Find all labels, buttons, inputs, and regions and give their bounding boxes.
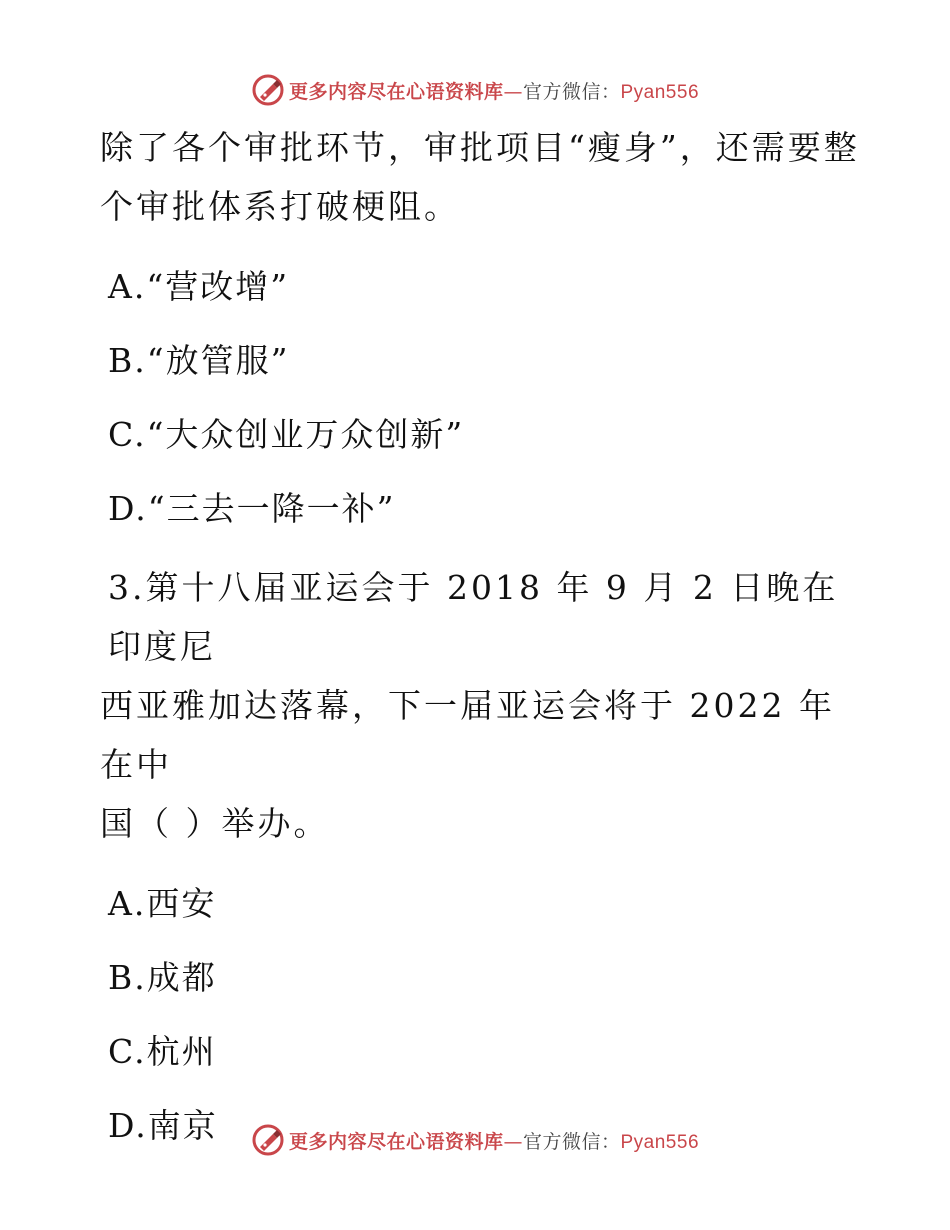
pen-logo-icon — [251, 73, 285, 107]
question3-option-b: B.成都 — [108, 958, 217, 997]
watermark-dash: — — [503, 80, 523, 103]
question2-option-b: B.“放管服” — [108, 341, 290, 380]
question3-text-line1: 3.第十八届亚运会于 2018 年 9 月 2 日晚在印度尼 — [108, 568, 839, 666]
watermark-official-label: 官方微信： — [522, 80, 621, 103]
question3-option-d: D.南京 — [108, 1106, 218, 1145]
pen-logo-icon — [251, 1123, 285, 1157]
spacer — [100, 546, 860, 558]
watermark-main-text: 更多内容尽在心语资料库 — [288, 80, 504, 103]
watermark-official-label: 官方微信： — [522, 1130, 621, 1153]
question2-option-a: A.“营改增” — [108, 267, 290, 306]
watermark-main-text: 更多内容尽在心语资料库 — [288, 1130, 504, 1153]
spacer — [100, 853, 860, 867]
question3-option-c: C.杭州 — [108, 1032, 217, 1071]
question2-option-c: C.“大众创业万众创新” — [108, 415, 465, 454]
question3-text-line3: 国（ ）举办。 — [100, 804, 330, 843]
watermark-wechat-id: Pyan556 — [620, 1131, 700, 1153]
question2-options — [100, 250, 860, 546]
question2-text-line2: 个审批体系打破梗阻。 — [100, 187, 460, 226]
watermark-banner-bottom — [0, 1120, 950, 1160]
watermark-wechat-id: Pyan556 — [620, 81, 700, 103]
spacer — [100, 236, 860, 250]
question2-option-d: D.“三去一降一补” — [108, 489, 396, 528]
question3-options — [100, 867, 860, 1163]
document-body — [100, 118, 860, 1163]
question3-option-a: A.西安 — [108, 884, 217, 923]
watermark-banner-top — [0, 70, 950, 110]
watermark-dash: — — [503, 1130, 523, 1153]
question2-text-line1: 除了各个审批环节，审批项目“瘦身”，还需要整 — [100, 128, 860, 167]
question3-text-line2: 西亚雅加达落幕，下一届亚运会将于 2022 年在中 — [100, 686, 835, 784]
